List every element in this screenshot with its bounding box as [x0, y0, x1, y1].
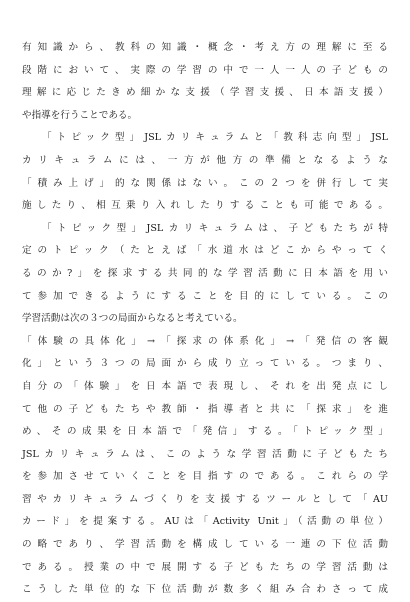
- text-line: カリキュラムには、一方が他方の準備となるような: [22, 154, 388, 166]
- text-line: である。授業の中で展開する子どもたちの学習活動は: [22, 561, 388, 573]
- text-line: 「トピック型」JSLカリキュラムと「教科志向型」JSL: [42, 132, 388, 144]
- text-line: るのか?」を探求する共同的な学習活動に日本語を用い: [22, 267, 388, 279]
- text-line: や指導を行うことである。: [22, 109, 138, 121]
- text-line: め、その成果を日本語で「発信」する。「トピック型」: [22, 426, 388, 438]
- text-line: 学習活動は次の３つの局面からなると考えている。: [22, 313, 243, 325]
- text-line: 理解に応じたきめ細かな支援（学習支援、日本語支援）: [22, 87, 388, 99]
- text-line: 施したり、相互乗り入れしたりすることも可能である。: [22, 200, 388, 212]
- text-line: JSLカリキュラムは、このような学習活動に子どもたち: [22, 448, 388, 460]
- text-line: カード」を提案する。AUは「Activity Unit」（活動の単位）: [22, 516, 388, 528]
- text-line: 「積み上げ」的な関係はない。この２つを併行して実: [22, 177, 388, 189]
- text-line: 「トピック型」JSLカリキュラムは、子どもたちが特: [42, 222, 388, 234]
- text-line: の略であり、学習活動を構成している一連の下位活動: [22, 539, 388, 551]
- text-line: 段階において、実際の学習の中で一人一人の子どもの: [22, 64, 388, 76]
- text-line: て他の子どもたちや教師・指導者と共に「探求」を進: [22, 403, 388, 415]
- text-line: 「体験の具体化」→「探求の体系化」→「発信の客観: [22, 335, 388, 347]
- text-line: 定のトピック（たとえば「水道水はどこからやってく: [22, 245, 388, 257]
- text-line: 習やカリキュラムづくりを支援するツールとして「AU: [22, 493, 388, 505]
- text-line: 化」という３つの局面から成り立っている。つまり、: [22, 358, 388, 370]
- document-body: [22, 37, 388, 602]
- text-line: 有知識から、教科の知識・概念・考え方の理解に至る: [22, 42, 388, 53]
- text-line: 自分の「体験」を日本語で表現し、それを出発点にし: [22, 380, 388, 392]
- text-line: を参加させていくことを目指すのである。これらの学: [22, 471, 388, 483]
- text-line: て参加できるようにすることを目的にしている。この: [22, 290, 388, 302]
- text-line: こうした単位的な下位活動が数多く組み合わさって成: [22, 584, 388, 596]
